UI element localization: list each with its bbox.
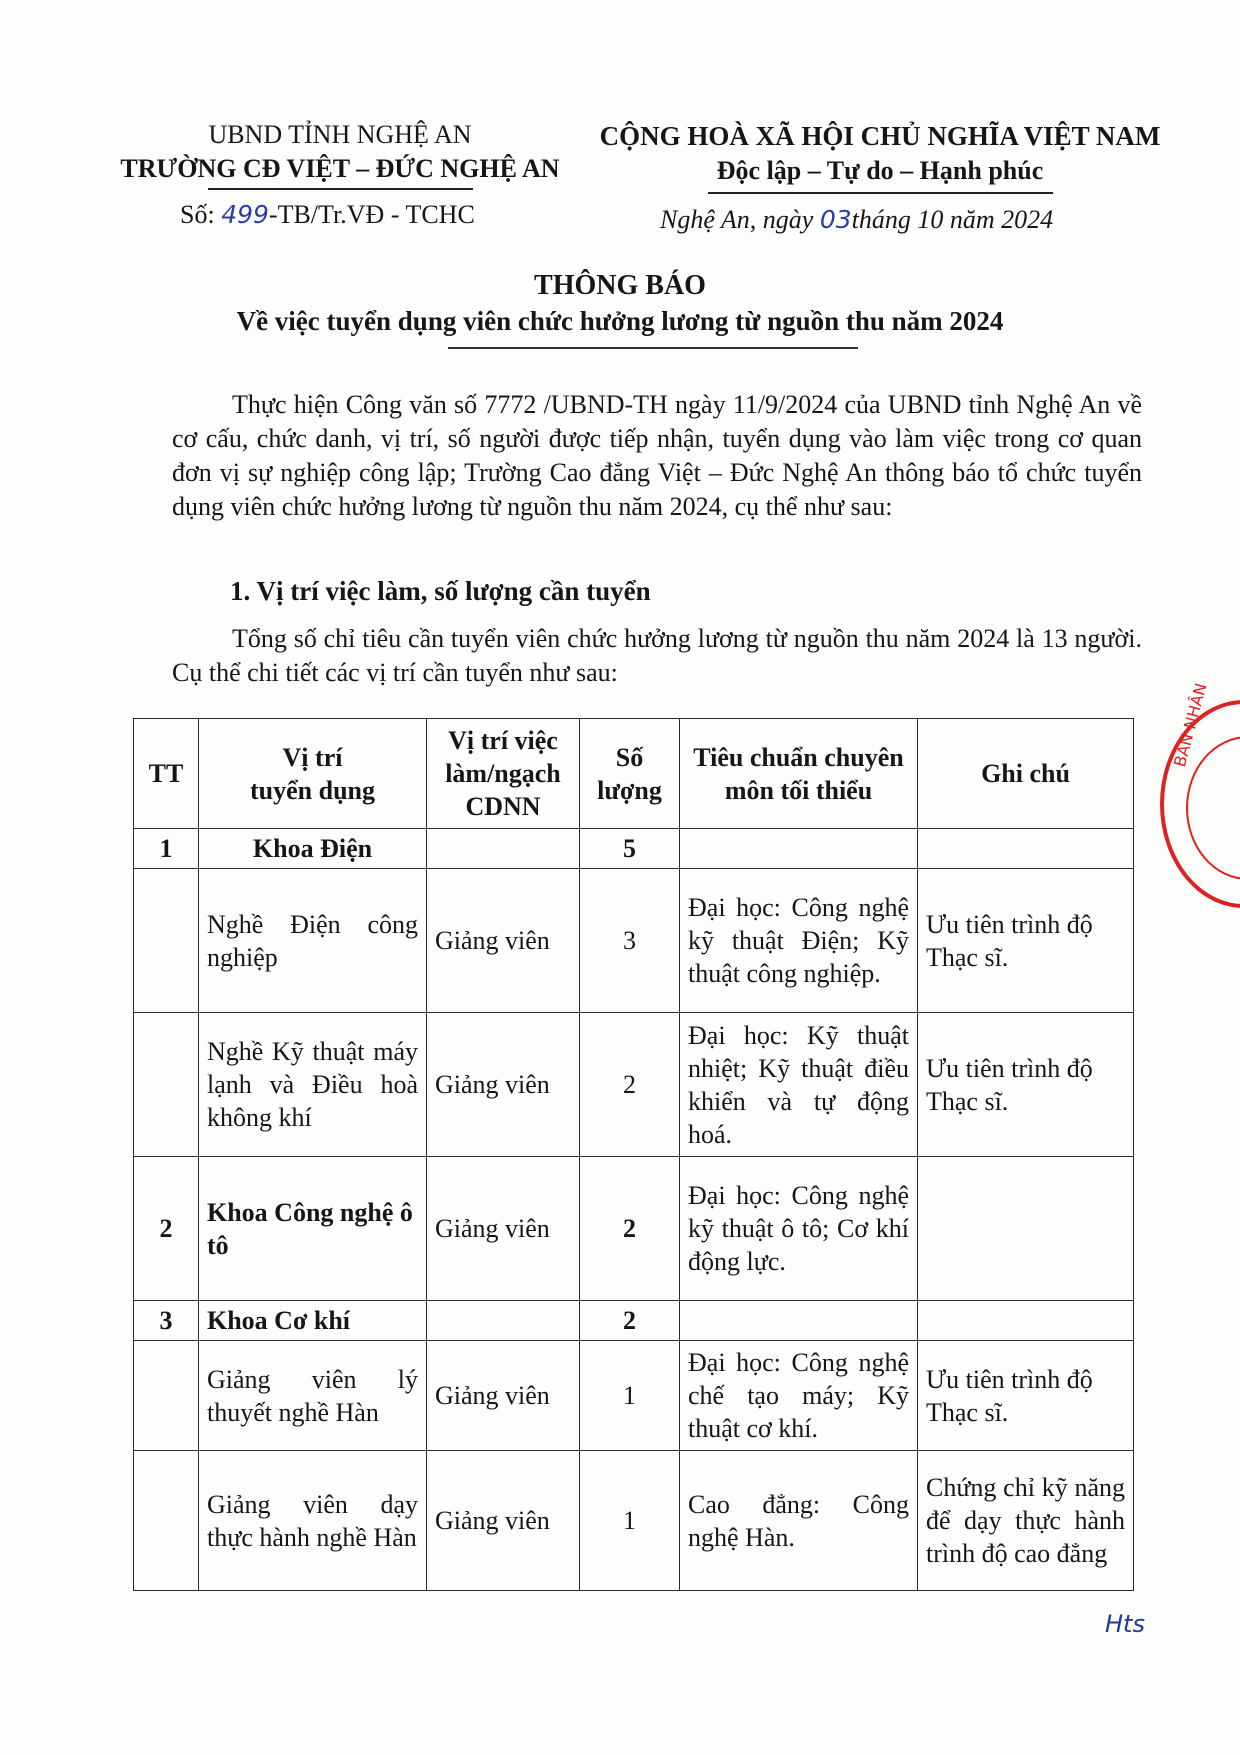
recruitment-table: [133, 718, 1134, 1591]
header-standard: Tiêu chuẩn chuyên môn tối thiểu: [680, 719, 918, 829]
subtitle-underline: [448, 347, 858, 349]
table-row: Giảng viên lý thuyết nghề Hàn Giảng viên 1 Đại học: Công nghệ chế tạo máy; Kỹ thuật cơ khí. Ưu tiên trình độ Thạc sĩ.: [134, 1341, 1134, 1451]
red-seal-stamp: [1160, 681, 1240, 908]
table-row: 1 Khoa Điện 5: [134, 829, 1134, 869]
org-line-2: TRƯỜNG CĐ VIỆT – ĐỨC NGHỆ AN: [120, 154, 560, 183]
nation-line-2: Độc lập – Tự do – Hạnh phúc: [716, 156, 1044, 185]
table-row: 3 Khoa Cơ khí 2: [134, 1301, 1134, 1341]
seal-text: BAN NHÂN: [1170, 681, 1211, 769]
header-note: Ghi chú: [918, 719, 1134, 829]
date-line: Nghệ An, ngày 03tháng 10 năm 2024: [660, 205, 1054, 234]
table-row: Giảng viên dạy thực hành nghề Hàn Giảng viên 1 Cao đẳng: Công nghệ Hàn. Chứng chỉ kỹ năng để dạy thực hành trình độ cao đẳng: [134, 1451, 1134, 1591]
issuing-organization: [95, 118, 585, 190]
header-position: Vị trí tuyển dụng: [199, 719, 427, 829]
header-tt: TT: [134, 719, 199, 829]
document-number: Số: 499-TB/Tr.VĐ - TCHC: [180, 200, 475, 229]
document-title: THÔNG BÁO: [534, 270, 706, 301]
handwritten-day: 03: [819, 205, 852, 234]
handwritten-number: 499: [221, 200, 269, 229]
section-1-text: Tổng số chỉ tiêu cần tuyển viên chức hưởng lương từ nguồn thu năm 2024 là 13 người. Cụ thể chi tiết các vị trí cần tuyển như sau:: [172, 624, 1142, 687]
org-line-1: UBND TỈNH NGHỆ AN: [208, 120, 472, 149]
table-header-row: [134, 719, 1134, 829]
section-1-heading: 1. Vị trí việc làm, số lượng cần tuyển: [230, 576, 651, 606]
nation-line-1: CỘNG HOÀ XÃ HỘI CHỦ NGHĨA VIỆT NAM: [599, 121, 1161, 151]
national-motto: [590, 118, 1170, 194]
header-job: Vị trí việc làm/ngạch CDNN: [427, 719, 580, 829]
seal-inner-ring: [1186, 736, 1240, 880]
motto-underline: [708, 192, 1053, 194]
org-underline: [208, 188, 473, 190]
header-quantity: Số lượng: [580, 719, 680, 829]
table-row: Nghề Kỹ thuật máy lạnh và Điều hoà không khí Giảng viên 2 Đại học: Kỹ thuật nhiệt; Kỹ thuật điều khiển và tự động hoá. Ưu tiên trình độ Thạc sĩ.: [134, 1013, 1134, 1157]
document-subtitle: Về việc tuyển dụng viên chức hưởng lương từ nguồn thu năm 2024: [236, 306, 1004, 336]
intro-paragraph: Thực hiện Công văn số 7772 /UBND-TH ngày 11/9/2024 của UBND tỉnh Nghệ An về cơ cấu, chức danh, vị trí, số người được tiếp nhận, tuyển dụng vào làm việc trong cơ quan đơn vị sự nghiệp công lập; Trường Cao đẳng Việt – Đức Nghệ An thông báo tổ chức tuyển dụng viên chức hưởng lương từ nguồn thu năm 2024, cụ thể như sau:: [172, 390, 1142, 521]
table-row: 2 Khoa Công nghệ ô tô Giảng viên 2 Đại học: Công nghệ kỹ thuật ô tô; Cơ khí động lực.: [134, 1157, 1134, 1301]
initials-signature: Hts: [1105, 1610, 1145, 1638]
table-row: Nghề Điện công nghiệp Giảng viên 3 Đại học: Công nghệ kỹ thuật Điện; Kỹ thuật công nghiệp. Ưu tiên trình độ Thạc sĩ.: [134, 869, 1134, 1013]
